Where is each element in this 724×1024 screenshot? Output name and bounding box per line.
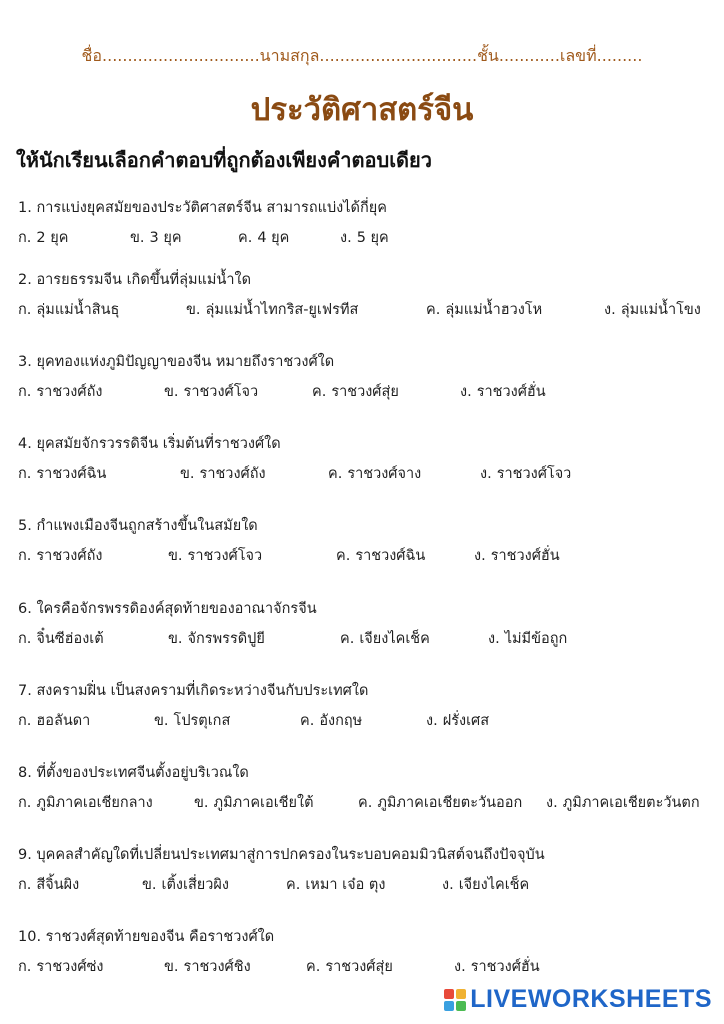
question-text: 7. สงครามฝิ่น เป็นสงครามที่เกิดระหว่างจีนกับประเทศใด [18, 683, 369, 699]
choice-c[interactable] [312, 380, 399, 403]
instruction-text: ให้นักเรียนเลือกคำตอบที่ถูกต้องเพียงคำตอบเดียว [16, 148, 432, 172]
choice-prefix: ก. [18, 959, 32, 975]
choice-d[interactable] [480, 462, 571, 485]
choice-text: ราชวงศ์ฉิน [36, 466, 107, 482]
choice-b[interactable] [186, 298, 358, 321]
choice-c[interactable] [328, 462, 421, 485]
choice-prefix: ง. [474, 548, 486, 564]
choice-prefix: ง. [442, 877, 454, 893]
choice-b[interactable] [154, 709, 230, 732]
choice-text: ไม่มีข้อถูก [504, 631, 568, 647]
choice-d[interactable] [474, 544, 560, 567]
choice-d[interactable] [488, 627, 567, 650]
question-text: 9. บุคคลสำคัญใดที่เปลี่ยนประเทศมาสู่การปกครองในระบอบคอมมิวนิสต์จนถึงปัจจุบัน [18, 847, 545, 863]
choice-text: ราชวงศ์ฮั่น [476, 384, 546, 400]
choice-prefix: ข. [168, 548, 183, 564]
question-text: 3. ยุคทองแห่งภูมิปัญญาของจีน หมายถึงราชวงศ์ใด [18, 354, 335, 370]
choice-c[interactable] [306, 955, 393, 978]
choice-row [18, 627, 718, 649]
choice-row [18, 955, 718, 977]
choice-text: ราชวงศ์โจว [496, 466, 572, 482]
choice-c[interactable] [358, 791, 522, 814]
question-text: 8. ที่ตั้งของประเทศจีนตั้งอยู่บริเวณใด [18, 765, 249, 781]
choice-b[interactable] [168, 627, 265, 650]
choice-text: ลุ่มแม่น้ำไทกริส-ยูเฟรทีส [205, 302, 359, 318]
choice-prefix: ง. [340, 230, 352, 246]
choice-text: ราชวงศ์สุ่ย [331, 384, 399, 400]
choice-prefix: ค. [300, 713, 315, 729]
choice-prefix: ข. [164, 384, 179, 400]
worksheet-title: ประวัติศาสตร์จีน [250, 92, 474, 128]
choice-a[interactable] [18, 873, 79, 896]
choice-b[interactable] [142, 873, 229, 896]
choice-text: ราชวงศ์ถัง [199, 466, 266, 482]
choice-text: ลุ่มแม่น้ำฮวงโห [445, 302, 543, 318]
choice-d[interactable] [604, 298, 701, 321]
choice-a[interactable] [18, 627, 104, 650]
question-6 [18, 599, 718, 649]
choice-row [18, 791, 718, 813]
choice-a[interactable] [18, 791, 153, 814]
question-2 [18, 270, 718, 320]
question-1 [18, 198, 718, 248]
choice-b[interactable] [180, 462, 266, 485]
choice-prefix: ก. [18, 302, 32, 318]
question-9 [18, 845, 718, 895]
choice-text: เจียงไคเช็ค [458, 877, 530, 893]
choice-text: ราชวงศ์ชิง [183, 959, 251, 975]
choice-row [18, 226, 718, 248]
question-3 [18, 352, 718, 402]
choice-c[interactable] [238, 226, 289, 249]
choice-row [18, 544, 718, 566]
liveworksheets-logo-icon [444, 989, 466, 1011]
choice-text: ราชวงศ์ฉิน [355, 548, 426, 564]
choice-text: เติ้งเสี่ยวผิง [161, 877, 230, 893]
choice-prefix: ก. [18, 384, 32, 400]
choice-text: ราชวงศ์สุ่ย [325, 959, 393, 975]
choice-prefix: ข. [142, 877, 157, 893]
choice-text: 5 ยุค [356, 230, 389, 246]
choice-prefix: ค. [238, 230, 253, 246]
choice-text: ราชวงศ์ฮั่น [470, 959, 540, 975]
choice-text: สีจิ้นผิง [36, 877, 80, 893]
choice-b[interactable] [194, 791, 314, 814]
choice-text: เจียงไคเช็ค [359, 631, 430, 647]
choice-prefix: ง. [604, 302, 616, 318]
question-text: 1. การแบ่งยุคสมัยของประวัติศาสตร์จีน สามารถแบ่งได้กี่ยุค [18, 200, 387, 216]
student-info-line: ชื่อ...............................นามสกุล...............................ชั้น............เลขที่......... [81, 46, 643, 65]
choice-b[interactable] [164, 955, 251, 978]
choice-text: 4 ยุค [257, 230, 290, 246]
choice-a[interactable] [18, 462, 106, 485]
question-4 [18, 434, 718, 484]
choice-prefix: ง. [546, 795, 558, 811]
choice-text: ภูมิภาคเอเชียกลาง [36, 795, 153, 811]
choice-b[interactable] [168, 544, 262, 567]
choice-c[interactable] [286, 873, 385, 896]
choice-b[interactable] [164, 380, 258, 403]
question-text: 5. กำแพงเมืองจีนถูกสร้างขึ้นในสมัยใด [18, 518, 258, 534]
choice-text: โปรตุเกส [173, 713, 231, 729]
choice-a[interactable] [18, 955, 104, 978]
choice-text: ลุ่มแม่น้ำโขง [620, 302, 701, 318]
choice-prefix: ข. [186, 302, 201, 318]
choice-a[interactable] [18, 709, 90, 732]
choice-prefix: ก. [18, 877, 32, 893]
choice-prefix: ค. [358, 795, 373, 811]
choice-row [18, 298, 718, 320]
choice-text: ราชวงศ์ซ่ง [36, 959, 104, 975]
choice-c[interactable] [426, 298, 542, 321]
choice-prefix: ค. [328, 466, 343, 482]
choice-text: 3 ยุค [149, 230, 182, 246]
choice-text: จักรพรรดิปูยี [187, 631, 265, 647]
choice-text: ภูมิภาคเอเชียตะวันออก [377, 795, 523, 811]
choice-row [18, 709, 718, 731]
choice-prefix: ง. [426, 713, 438, 729]
choice-prefix: ก. [18, 466, 32, 482]
choice-prefix: ค. [336, 548, 351, 564]
logo-text: LIVEWORKSHEETS [470, 985, 712, 1013]
choice-text: ภูมิภาคเอเชียใต้ [213, 795, 314, 811]
choice-a[interactable] [18, 226, 68, 249]
question-5 [18, 516, 718, 566]
choice-a[interactable] [18, 544, 102, 567]
choice-d[interactable] [460, 380, 546, 403]
choice-text: จิ๋นซีฮ่องเต้ [36, 631, 104, 647]
choice-prefix: ค. [426, 302, 441, 318]
question-text: 2. อารยธรรมจีน เกิดขึ้นที่ลุ่มแม่น้ำใด [18, 272, 252, 288]
choice-c[interactable] [340, 627, 430, 650]
choice-prefix: ง. [460, 384, 472, 400]
choice-prefix: ก. [18, 548, 32, 564]
choice-prefix: ง. [480, 466, 492, 482]
choice-text: ราชวงศ์โจว [187, 548, 263, 564]
choice-text: ราชวงศ์จาง [347, 466, 422, 482]
question-text: 6. ใครคือจักรพรรดิองค์สุดท้ายของอาณาจักรจีน [18, 601, 317, 617]
choice-text: เหมา เจ๋อ ตุง [305, 877, 386, 893]
question-7 [18, 681, 718, 731]
choice-row [18, 380, 718, 402]
choice-d[interactable] [454, 955, 540, 978]
choice-text: ฝรั่งเศส [442, 713, 490, 729]
choice-b[interactable] [130, 226, 182, 249]
choice-prefix: ข. [194, 795, 209, 811]
choice-prefix: ข. [154, 713, 169, 729]
choice-prefix: ข. [164, 959, 179, 975]
choice-prefix: ก. [18, 230, 32, 246]
choice-prefix: ก. [18, 713, 32, 729]
question-10 [18, 927, 718, 977]
choice-prefix: ค. [340, 631, 355, 647]
question-text: 10. ราชวงศ์สุดท้ายของจีน คือราชวงศ์ใด [18, 929, 275, 945]
choice-prefix: ง. [488, 631, 500, 647]
choice-prefix: ข. [180, 466, 195, 482]
choice-d[interactable] [340, 226, 389, 249]
choice-text: ราชวงศ์ฮั่น [490, 548, 560, 564]
choice-row [18, 462, 718, 484]
choice-prefix: ค. [312, 384, 327, 400]
choice-prefix: ค. [306, 959, 321, 975]
choice-prefix: ง. [454, 959, 466, 975]
choice-text: ภูมิภาคเอเชียตะวันตก [562, 795, 700, 811]
choice-text: ราชวงศ์ถัง [36, 548, 103, 564]
liveworksheets-logo [444, 985, 712, 1014]
choice-prefix: ข. [130, 230, 145, 246]
choice-prefix: ก. [18, 795, 32, 811]
choice-d[interactable] [426, 709, 489, 732]
choice-d[interactable] [546, 791, 700, 814]
choice-c[interactable] [300, 709, 362, 732]
choice-d[interactable] [442, 873, 529, 896]
choice-text: ราชวงศ์โจว [183, 384, 259, 400]
choice-a[interactable] [18, 380, 102, 403]
choice-text: อังกฤษ [319, 713, 363, 729]
choice-a[interactable] [18, 298, 119, 321]
choice-text: ราชวงศ์ถัง [36, 384, 103, 400]
choice-text: ฮอลันดา [36, 713, 91, 729]
choice-prefix: ก. [18, 631, 32, 647]
choice-text: ลุ่มแม่น้ำสินธุ [36, 302, 120, 318]
choice-text: 2 ยุค [36, 230, 69, 246]
choice-prefix: ข. [168, 631, 183, 647]
choice-prefix: ค. [286, 877, 301, 893]
choice-c[interactable] [336, 544, 425, 567]
question-8 [18, 763, 718, 813]
choice-row [18, 873, 718, 895]
question-text: 4. ยุคสมัยจักรวรรดิจีน เริ่มต้นที่ราชวงศ์ใด [18, 436, 281, 452]
